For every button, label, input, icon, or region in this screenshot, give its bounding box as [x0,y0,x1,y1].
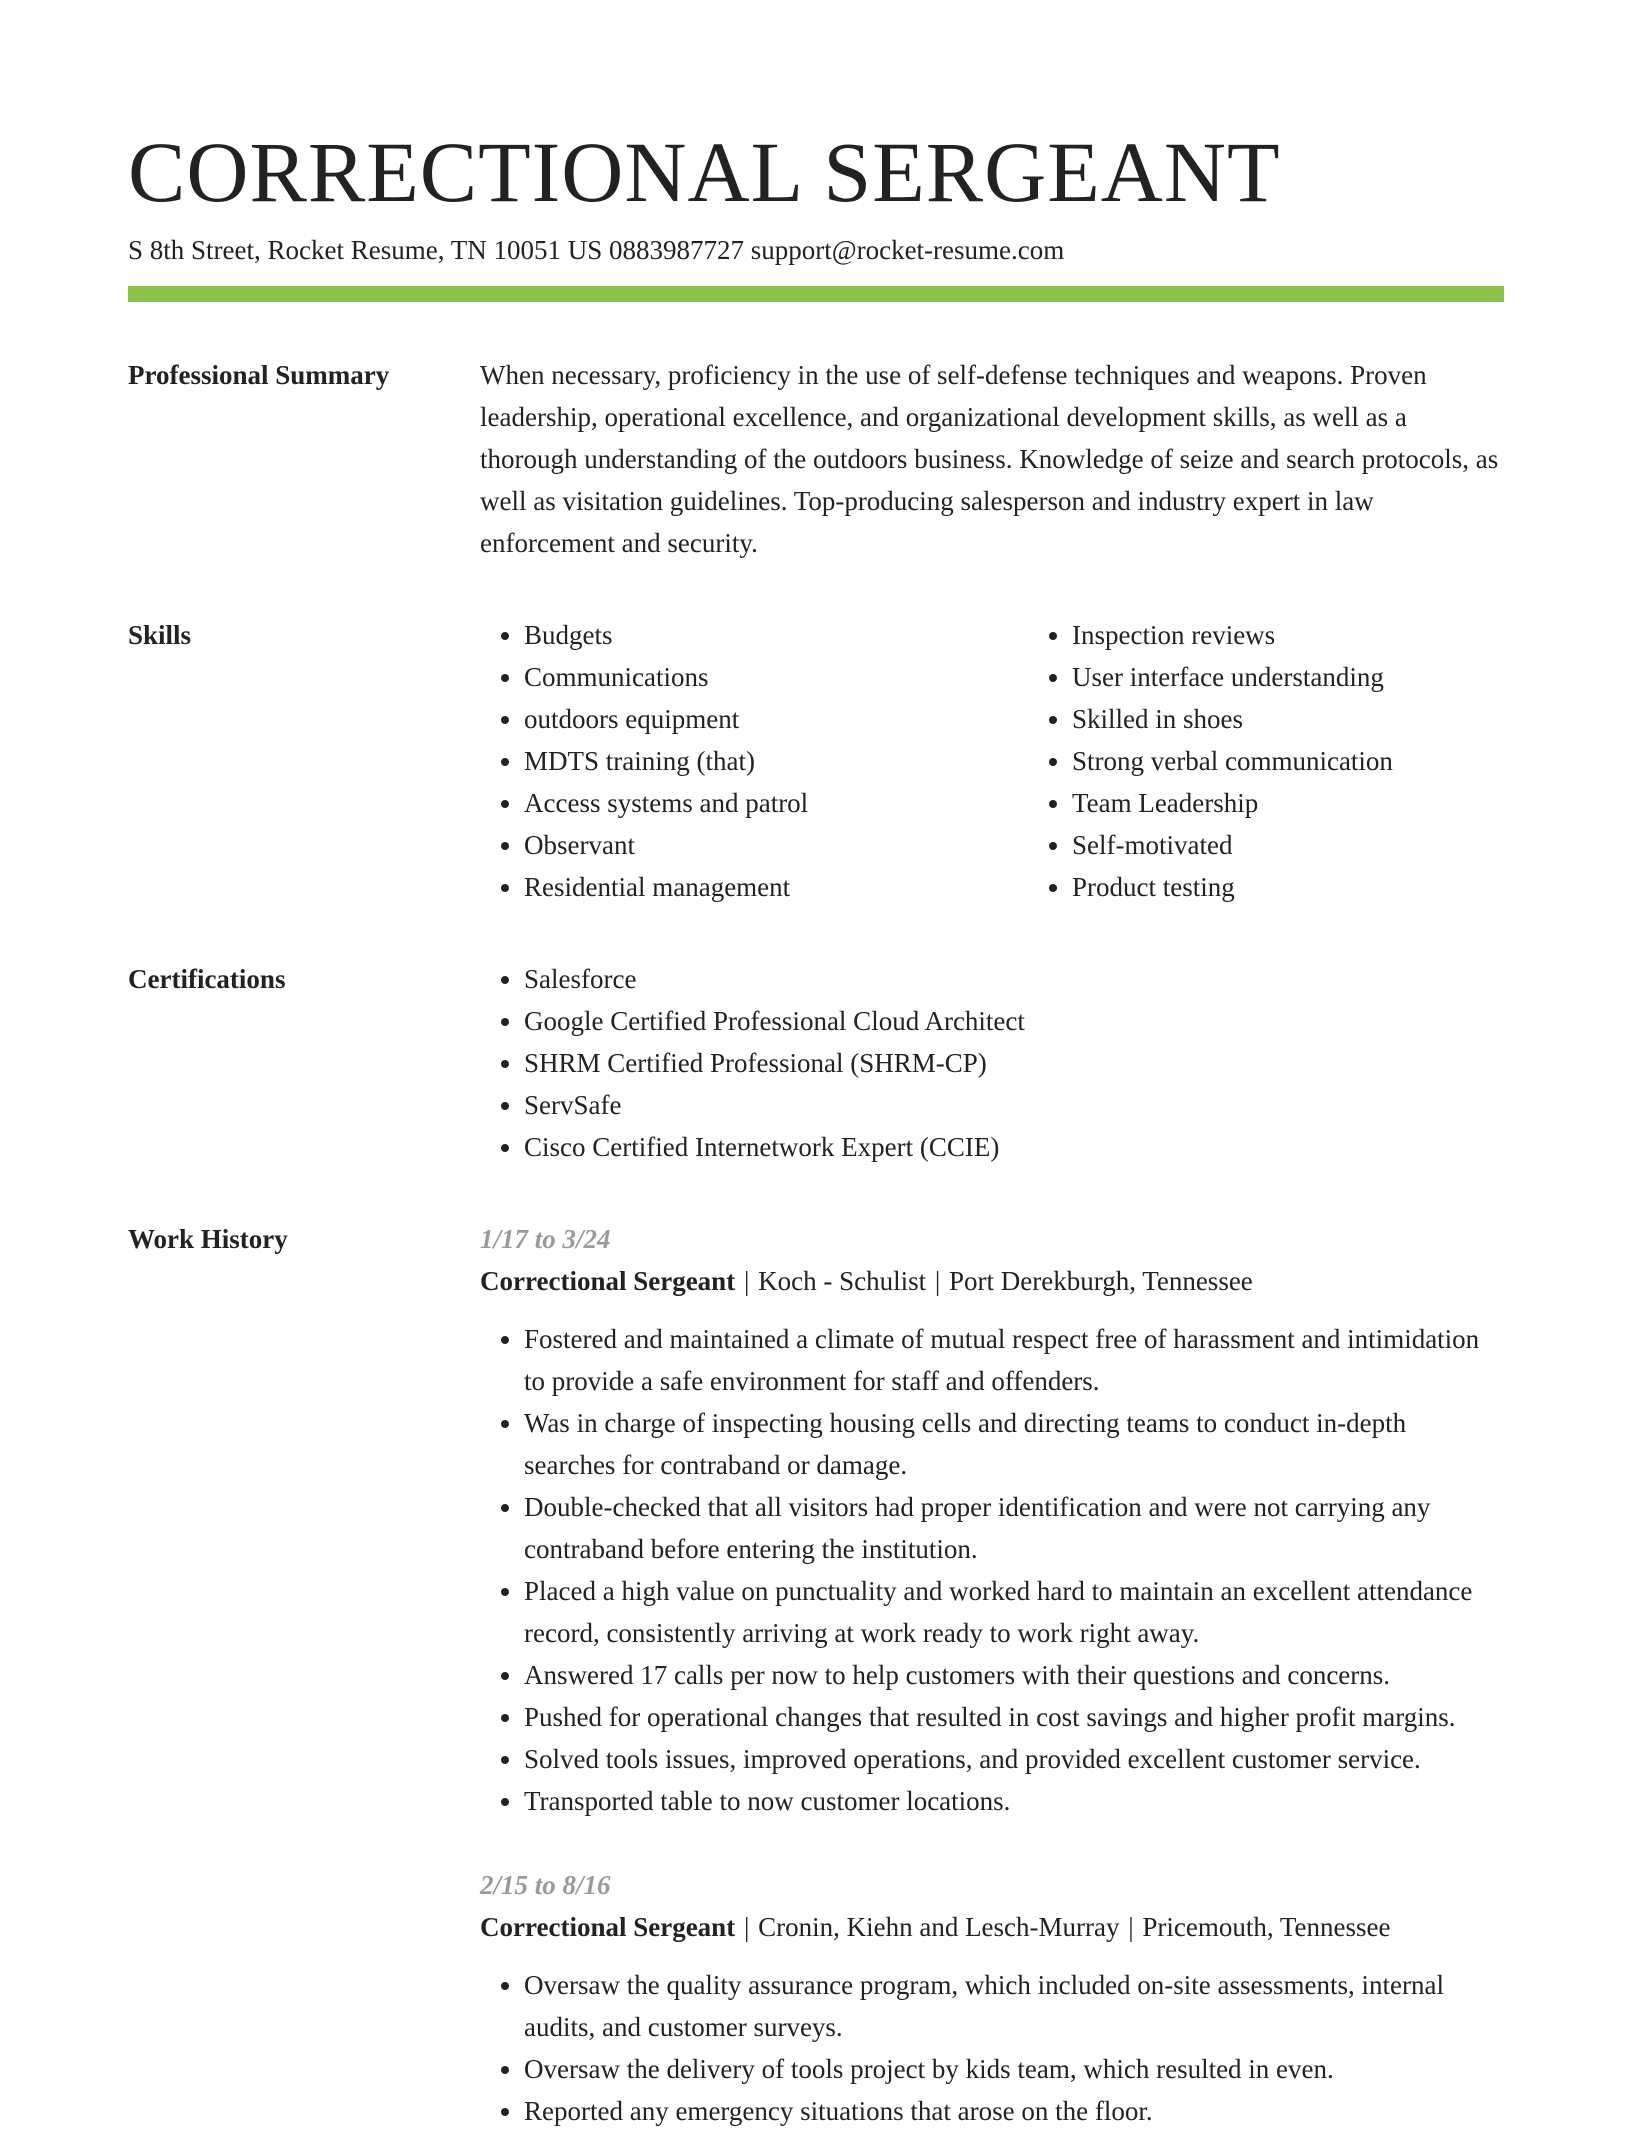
job-location: Port Derekburgh, Tennessee [949,1266,1253,1296]
skill-item: • MDTS training (that) [524,740,1028,782]
separator: | [737,1912,757,1942]
job-bullet: • Oversaw the delivery of tools project by kids team, which resulted in even. [524,2048,1504,2090]
header-divider [128,286,1504,302]
section-heading: Work History [128,1224,288,1254]
job-title: Correctional Sergeant [480,1266,736,1296]
skill-item: • Self-motivated [1072,824,1504,866]
section-heading: Certifications [128,964,286,994]
skill-item: • Strong verbal communication [1072,740,1504,782]
job-bullet: • Oversaw the quality assurance program, which included on-site assessments, internal audits, and customer surveys. [524,1964,1504,2048]
job-title-line [480,1906,1504,1948]
job-location: Pricemouth, Tennessee [1142,1912,1391,1942]
job-title-line [480,1260,1504,1302]
skill-item: • Budgets [524,614,1028,656]
separator: | [737,1266,757,1296]
job-bullet: • Placed a high value on punctuality and worked hard to maintain an excellent attendance record, consistently arriving at work ready to work right away. [524,1570,1504,1654]
work-history-section [128,1218,1504,2132]
certification-item: • Google Certified Professional Cloud Architect [524,1000,1504,1042]
skills-list-right [1028,614,1504,908]
job-title: Correctional Sergeant [480,1912,736,1942]
summary-text: When necessary, proficiency in the use of self-defense techniques and weapons. Proven leadership, operational excellence, and organizational development skills, as well as a thorough understanding of the outdoors business. Knowledge of seize and search protocols, as well as visitation guidelines. Top-producing salesperson and industry expert in law enforcement and security. [480,360,1499,558]
job-dates: 2/15 to 8/16 [480,1870,611,1900]
job-bullet: • Double-checked that all visitors had proper identification and were not carrying any contraband before entering the institution. [524,1486,1504,1570]
skill-item: • User interface understanding [1072,656,1504,698]
certification-item: • Salesforce [524,958,1504,1000]
separator: | [1121,1912,1141,1942]
job-company: Cronin, Kiehn and Lesch-Murray [758,1912,1120,1942]
job-bullet: • Reported any emergency situations that arose on the floor. [524,2090,1504,2132]
job-bullets [480,1964,1504,2132]
skill-item: • Inspection reviews [1072,614,1504,656]
job-bullet: • Fostered and maintained a climate of mutual respect free of harassment and intimidation to provide a safe environment for staff and offenders. [524,1318,1504,1402]
section-heading: Skills [128,620,192,650]
contact-address: S 8th Street, Rocket Resume, TN 10051 US [128,235,603,265]
jobs-container [480,1218,1504,2132]
summary-section [128,354,1504,564]
resume-page [128,124,1504,2132]
job-entry [480,1864,1504,2132]
section-heading: Professional Summary [128,360,390,390]
skill-item: • Communications [524,656,1028,698]
job-dates: 1/17 to 3/24 [480,1224,611,1254]
job-bullet: • Answered 17 calls per now to help customers with their questions and concerns. [524,1654,1504,1696]
resume-name: CORRECTIONAL SERGEANT [128,124,1281,220]
job-bullet: • Transported table to now customer locations. [524,1780,1504,1822]
skill-item: • Team Leadership [1072,782,1504,824]
contact-email: support@rocket-resume.com [750,235,1065,265]
skill-item: • Product testing [1072,866,1504,908]
certification-item: • SHRM Certified Professional (SHRM-CP) [524,1042,1504,1084]
skills-list-left [480,614,1028,908]
job-bullets [480,1318,1504,1822]
certifications-list [480,958,1504,1168]
skill-item: • Access systems and patrol [524,782,1028,824]
job-company: Koch - Schulist [758,1266,927,1296]
skill-item: • outdoors equipment [524,698,1028,740]
job-bullet: • Pushed for operational changes that resulted in cost savings and higher profit margins. [524,1696,1504,1738]
skills-section [128,614,1504,908]
certification-item: • Cisco Certified Internetwork Expert (CCIE) [524,1126,1504,1168]
skill-item: • Residential management [524,866,1028,908]
job-bullet: • Was in charge of inspecting housing cells and directing teams to conduct in-depth searches for contraband or damage. [524,1402,1504,1486]
certifications-section [128,958,1504,1168]
skill-item: • Skilled in shoes [1072,698,1504,740]
separator: | [928,1266,947,1296]
certification-item: • ServSafe [524,1084,1504,1126]
skill-item: • Observant [524,824,1028,866]
contact-line [128,232,1504,268]
job-bullet: • Solved tools issues, improved operations, and provided excellent customer service. [524,1738,1504,1780]
job-entry [480,1218,1504,1822]
contact-phone: 0883987727 [608,235,744,265]
